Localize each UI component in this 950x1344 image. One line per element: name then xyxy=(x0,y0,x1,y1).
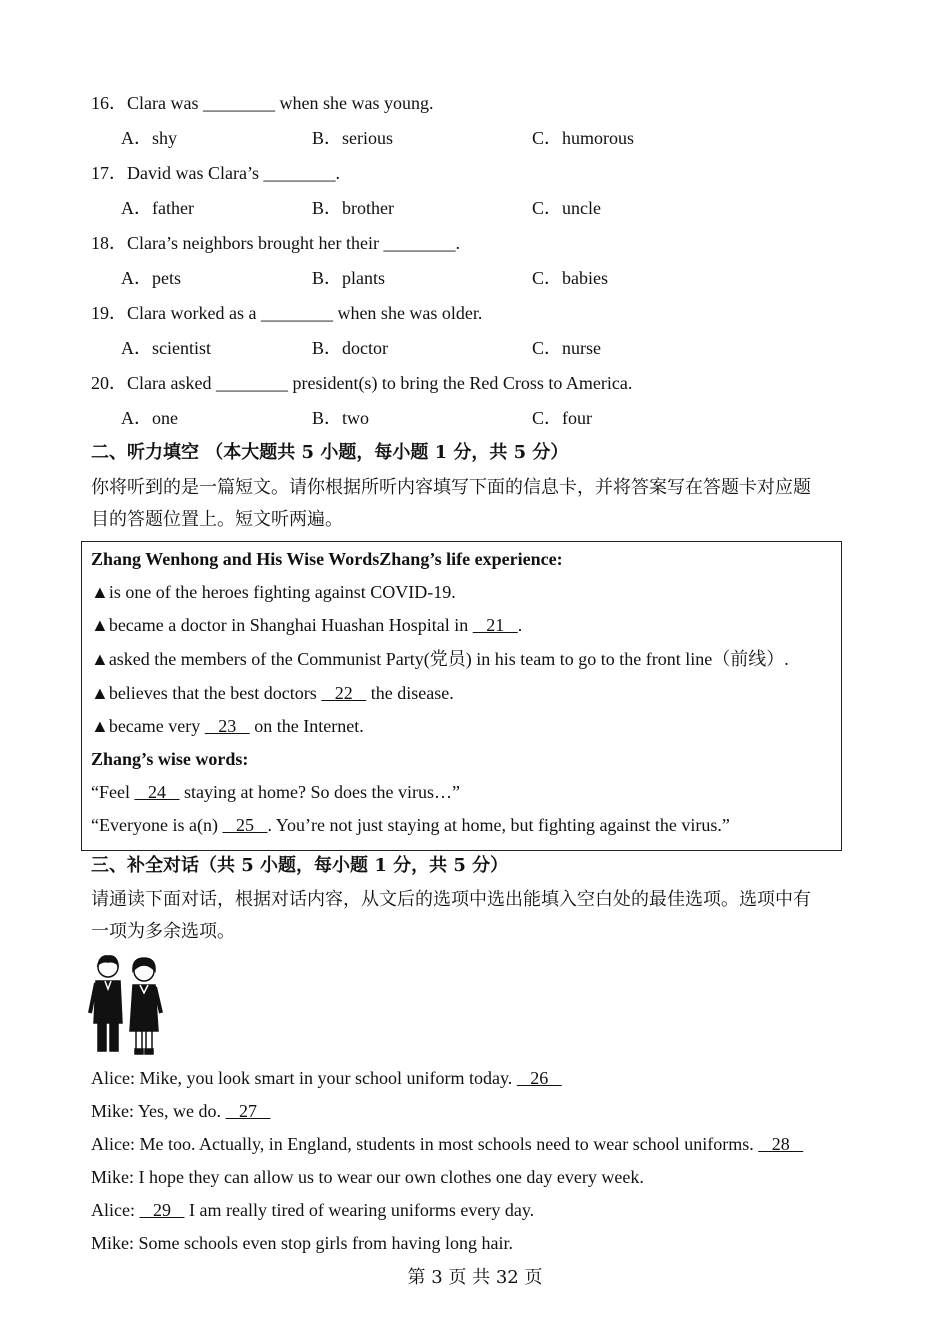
option-c: C．four xyxy=(532,408,592,428)
info-card-item: ▲is one of the heroes fighting against COVID-19. xyxy=(91,582,456,602)
option-b: B．brother xyxy=(312,198,394,218)
answer-blank[interactable]: 23 xyxy=(204,716,250,736)
option-c: C．nurse xyxy=(532,338,601,358)
dialogue-line: Alice: Me too. Actually, in England, students in most schools need to wear school uniforms. 28 xyxy=(91,1134,804,1154)
question-stem: 20．Clara asked ________ president(s) to bring the Red Cross to America. xyxy=(91,373,633,393)
quote: “Feel 24 staying at home? So does the virus…” xyxy=(91,782,460,802)
dialogue-line: Alice: Mike, you look smart in your school uniform today. 26 xyxy=(91,1068,562,1088)
option-c: C．humorous xyxy=(532,128,635,148)
info-card-item: ▲became a doctor in Shanghai Huashan Hospital in 21 . xyxy=(91,615,523,635)
info-card-item: ▲asked the members of the Communist Party(党员) in his team to go to the front line（前线）. xyxy=(91,649,789,669)
dialogue-line: Mike: Yes, we do. 27 xyxy=(91,1101,271,1121)
dialogue-line: Alice: 29 I am really tired of wearing uniforms every day. xyxy=(91,1200,535,1220)
option-a: A．pets xyxy=(121,268,181,288)
option-c: C．uncle xyxy=(532,198,601,218)
answer-blank[interactable]: 21 xyxy=(472,615,518,635)
option-a: A．father xyxy=(121,198,194,218)
question-stem: 18．Clara’s neighbors brought her their ________. xyxy=(91,233,460,253)
question-stem: 16．Clara was ________ when she was young. xyxy=(91,93,434,113)
page-footer: 第 3 页 共 32 页 xyxy=(407,1267,543,1288)
answer-blank[interactable]: 26 xyxy=(516,1068,562,1088)
section-instruction: 目的答题位置上。短文听两遍。 xyxy=(91,509,343,530)
option-b: B．serious xyxy=(312,128,393,148)
answer-blank[interactable]: 28 xyxy=(758,1134,804,1154)
section-heading: 二、听力填空 （本大题共 5 小题，每小题 1 分，共 5 分） xyxy=(91,442,569,463)
option-b: B．doctor xyxy=(312,338,388,358)
info-card-item: ▲became very 23 on the Internet. xyxy=(91,716,364,736)
option-a: A．scientist xyxy=(121,338,211,358)
section-instruction: 请通读下面对话，根据对话内容，从文后的选项中选出能填入空白处的最佳选项。选项中有 xyxy=(91,889,811,910)
section-instruction: 你将听到的是一篇短文。请你根据所听内容填写下面的信息卡，并将答案写在答题卡对应题 xyxy=(91,477,811,498)
section-heading: 三、补全对话（共 5 小题，每小题 1 分，共 5 分） xyxy=(91,855,509,876)
answer-blank[interactable]: 25 xyxy=(222,815,268,835)
dialogue-line: Mike: I hope they can allow us to wear our own clothes one day every week. xyxy=(91,1167,644,1187)
option-b: B．two xyxy=(312,408,370,428)
question-stem: 17．David was Clara’s ________. xyxy=(91,163,340,183)
option-a: A．shy xyxy=(121,128,178,148)
quote: “Everyone is a(n) 25 . You’re not just staying at home, but fighting against the virus.” xyxy=(91,815,730,835)
info-card-item: ▲believes that the best doctors 22 the disease. xyxy=(91,683,454,703)
dialogue-line: Mike: Some schools even stop girls from having long hair. xyxy=(91,1233,513,1253)
answer-blank[interactable]: 29 xyxy=(139,1200,185,1220)
info-card-title: Zhang Wenhong and His Wise WordsZhang’s life experience: xyxy=(91,549,563,569)
question-stem: 19．Clara worked as a ________ when she was older. xyxy=(91,303,483,323)
answer-blank[interactable]: 22 xyxy=(321,683,367,703)
students-illustration xyxy=(88,953,164,1057)
option-b: B．plants xyxy=(312,268,386,288)
option-c: C．babies xyxy=(532,268,608,288)
wise-words-title: Zhang’s wise words: xyxy=(91,749,249,769)
section-instruction: 一项为多余选项。 xyxy=(91,921,235,942)
answer-blank[interactable]: 27 xyxy=(225,1101,271,1121)
answer-blank[interactable]: 24 xyxy=(134,782,180,802)
option-a: A．one xyxy=(121,408,178,428)
